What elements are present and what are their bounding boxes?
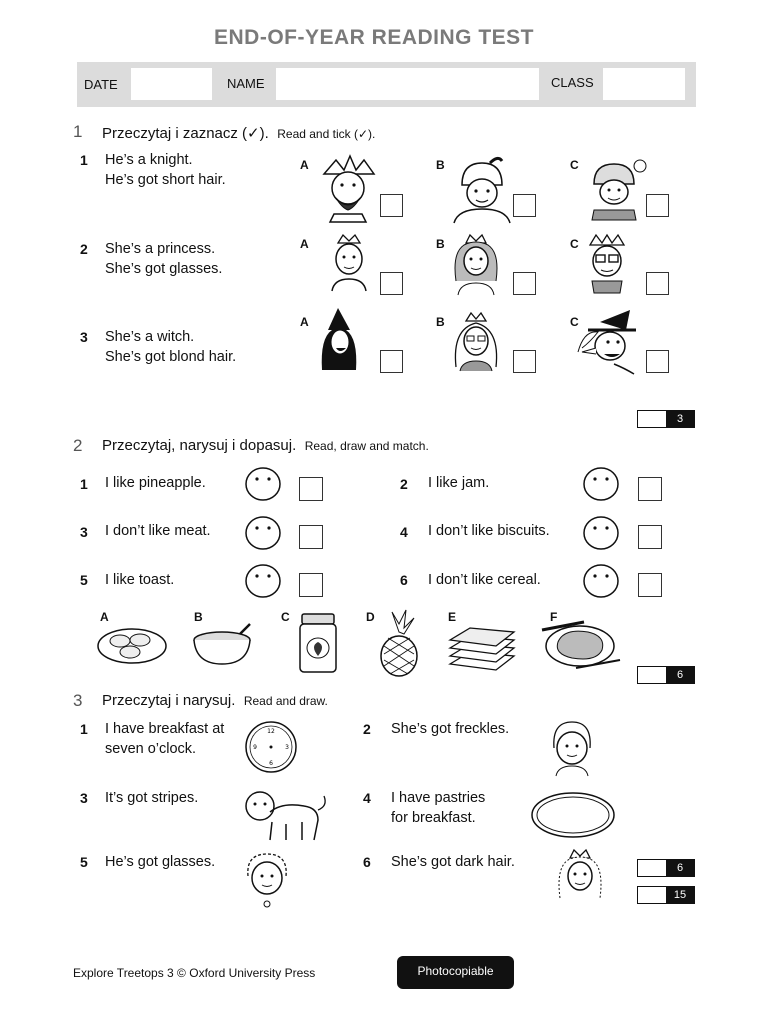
s1-row3-option-a: A (300, 315, 309, 329)
section-3-instruction (102, 692, 328, 710)
s3-item-5-number: 5 (80, 854, 88, 870)
s2-item-3-number: 3 (80, 524, 88, 540)
s1-item-1-text (105, 150, 226, 190)
boy-face-outline[interactable] (242, 852, 292, 910)
s3-item-5-text: He’s got glasses. (105, 854, 216, 870)
s2-face-3[interactable] (244, 515, 282, 551)
svg-text:9: 9 (253, 744, 257, 751)
girl-face-outline[interactable] (546, 718, 598, 776)
s2-face-5[interactable] (244, 563, 282, 599)
class-label: CLASS (551, 75, 594, 90)
s2-item-1-text: I like pineapple. (105, 475, 206, 491)
name-field[interactable] (276, 68, 539, 100)
date-field[interactable] (131, 68, 212, 100)
s3-item-3-number: 3 (80, 790, 88, 806)
s1-item-2-line1: She’s a princess. (105, 241, 216, 257)
section-3-instruction-en: Read and draw. (243, 694, 328, 708)
footer-credit: Explore Treetops 3 © Oxford University Press (73, 966, 316, 980)
section-1-instruction-pl: Przeczytaj i zaznacz (✓). (102, 125, 269, 142)
section-1-max-score: 3 (666, 411, 694, 427)
princess-b-illustration (450, 233, 502, 295)
date-label: DATE (84, 77, 118, 92)
s2-item-4-number: 4 (400, 524, 408, 540)
s3-item-2-text: She’s got freckles. (391, 721, 510, 737)
s1-row1-option-a: A (300, 158, 309, 172)
total-score-box[interactable] (637, 886, 695, 904)
s1-row2-tickbox-c[interactable] (646, 272, 669, 295)
s1-row3-tickbox-c[interactable] (646, 350, 669, 373)
witch-a-illustration (316, 308, 362, 372)
photocopiable-badge: Photocopiable (397, 956, 514, 989)
witch-c-illustration (574, 308, 638, 374)
empty-plate-outline[interactable] (530, 790, 616, 840)
meat-plate-illustration (540, 612, 622, 674)
s3-item-4-number: 4 (363, 790, 371, 806)
s1-item-3-line1: She’s a witch. (105, 329, 195, 345)
s1-item-1-line2: He’s got short hair. (105, 172, 226, 188)
s3-item-4-text (391, 788, 485, 828)
s3-item-1-text (105, 719, 224, 759)
section-2-instruction (102, 437, 429, 455)
s1-row2-option-b: B (436, 237, 445, 251)
score-entry[interactable] (638, 411, 666, 427)
s2-item-1-number: 1 (80, 476, 88, 492)
s1-row1-option-c: C (570, 158, 579, 172)
pineapple-illustration (378, 610, 420, 678)
toast-stack-illustration (446, 626, 518, 676)
section-1-score-box[interactable] (637, 410, 695, 428)
s3-item-2-number: 2 (363, 721, 371, 737)
s2-match-box-5[interactable] (299, 573, 323, 597)
section-3-instruction-pl: Przeczytaj i narysuj. (102, 692, 236, 709)
s3-item-4-line2: for breakfast. (391, 810, 476, 826)
s2-item-6-text: I don’t like cereal. (428, 572, 541, 588)
s3-item-3-text: It’s got stripes. (105, 790, 199, 806)
s2-item-6-number: 6 (400, 572, 408, 588)
princess-c-illustration (584, 233, 630, 295)
section-2-number: 2 (73, 436, 83, 455)
s1-item-2-line2: She’s got glasses. (105, 261, 223, 277)
s2-face-2[interactable] (582, 466, 620, 502)
food-letter-f: F (550, 610, 558, 624)
name-label: NAME (227, 76, 265, 91)
class-field[interactable] (603, 68, 685, 100)
section-2-score-box[interactable] (637, 666, 695, 684)
s1-item-2-number: 2 (80, 241, 88, 257)
section-3-number: 3 (73, 691, 83, 710)
svg-text:3: 3 (285, 744, 289, 751)
s1-item-1-line1: He’s a knight. (105, 152, 193, 168)
princess-hair-outline[interactable] (554, 850, 606, 904)
svg-text:12: 12 (267, 728, 275, 735)
s2-match-box-2[interactable] (638, 477, 662, 501)
s1-row2-option-c: C (570, 237, 579, 251)
princess-a-illustration (324, 233, 374, 293)
s1-row3-option-b: B (436, 315, 445, 329)
s2-face-6[interactable] (582, 563, 620, 599)
s3-item-1-line1: I have breakfast at (105, 721, 225, 737)
s1-row2-tickbox-b[interactable] (513, 272, 536, 295)
section-3-score-box[interactable] (637, 859, 695, 877)
s2-match-box-4[interactable] (638, 525, 662, 549)
s1-row3-tickbox-a[interactable] (380, 350, 403, 373)
section-3-max-score: 6 (666, 860, 694, 876)
cereal-bowl-illustration (192, 620, 256, 668)
s1-row1-tickbox-b[interactable] (513, 194, 536, 217)
page-title: END-OF-YEAR READING TEST (213, 26, 534, 49)
food-letter-b: B (194, 610, 203, 624)
food-letter-a: A (100, 610, 109, 624)
total-score-entry[interactable] (638, 887, 666, 903)
s3-item-4-line1: I have pastries (391, 790, 486, 806)
s2-item-5-number: 5 (80, 572, 88, 588)
knight-a-illustration (314, 152, 380, 222)
s1-row2-tickbox-a[interactable] (380, 272, 403, 295)
s2-item-5-text: I like toast. (105, 572, 175, 588)
score-entry[interactable] (638, 667, 666, 683)
s1-row2-option-a: A (300, 237, 309, 251)
s3-item-6-number: 6 (363, 854, 371, 870)
section-1-instruction-en: Read and tick (✓). (277, 127, 376, 141)
s3-item-1-line2: seven o’clock. (105, 741, 197, 757)
s2-match-box-3[interactable] (299, 525, 323, 549)
s1-item-2-text (105, 239, 222, 279)
s2-match-box-1[interactable] (299, 477, 323, 501)
tiger-outline[interactable] (242, 786, 328, 842)
s1-item-3-number: 3 (80, 329, 88, 345)
s1-item-1-number: 1 (80, 152, 88, 168)
s1-row1-option-b: B (436, 158, 445, 172)
total-max-score: 15 (666, 887, 694, 903)
section-2-max-score: 6 (666, 667, 694, 683)
food-letter-d: D (366, 610, 375, 624)
clock-illustration[interactable] (244, 720, 298, 774)
s2-face-4[interactable] (582, 515, 620, 551)
s1-item-3-text (105, 327, 236, 367)
section-2-instruction-en: Read, draw and match. (304, 439, 429, 453)
s2-match-box-6[interactable] (638, 573, 662, 597)
witch-b-illustration (450, 311, 502, 371)
s1-row1-tickbox-c[interactable] (646, 194, 669, 217)
biscuits-plate-illustration (96, 624, 168, 666)
knight-b-illustration (450, 155, 510, 223)
section-2-instruction-pl: Przeczytaj, narysuj i dopasuj. (102, 437, 297, 454)
knight-c-illustration (584, 158, 650, 222)
s2-item-3-text: I don’t like meat. (105, 523, 211, 539)
food-letter-e: E (448, 610, 457, 624)
food-letter-c: C (281, 610, 290, 624)
svg-text:6: 6 (269, 760, 273, 767)
s3-item-6-text: She’s got dark hair. (391, 854, 515, 870)
s1-row1-tickbox-a[interactable] (380, 194, 403, 217)
s1-row3-option-c: C (570, 315, 579, 329)
s1-item-3-line2: She’s got blond hair. (105, 349, 237, 365)
section-1-instruction (102, 124, 375, 143)
s2-item-4-text: I don’t like biscuits. (428, 523, 550, 539)
jam-jar-illustration (298, 612, 338, 674)
section-1-number: 1 (73, 122, 83, 141)
s3-item-1-number: 1 (80, 721, 88, 737)
s2-face-1[interactable] (244, 466, 282, 502)
s2-item-2-number: 2 (400, 476, 408, 492)
s1-row3-tickbox-b[interactable] (513, 350, 536, 373)
s2-item-2-text: I like jam. (428, 475, 490, 491)
score-entry[interactable] (638, 860, 666, 876)
